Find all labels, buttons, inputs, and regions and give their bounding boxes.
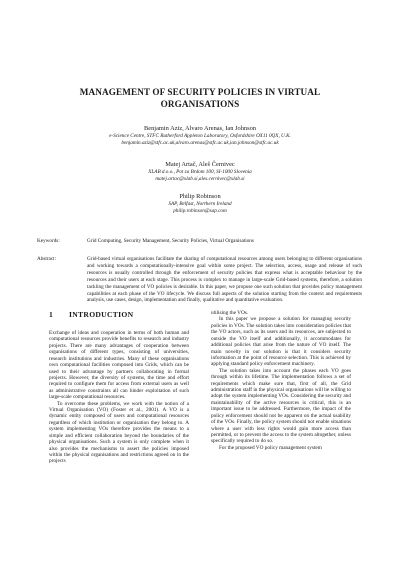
left-column (49, 310, 189, 465)
author-names: Benjamin Aziz, Alvaro Arenas, Ian Johnson (144, 125, 256, 132)
author-names: Philip Robinson (179, 193, 221, 200)
body-paragraph: Exchange of ideas and cooperation in terms of both human and computational resources provide benefits to research and industry projects. There are many advantages of cooperation between organisations of different types, consisting of universities, research institutions and industries. Many of these organisations own computational facilities composed into Grids, which can be used to their advantage by partners collaborating in formal projects. However, the diversity of systems, the time and effort required to configure them for access from external users as well as administrative constraints all can hinder exploitation of such large-scale computational resources. (49, 330, 189, 401)
keywords-text: Grid Computing, Security Management, Security Policies, Virtual Organisations (87, 238, 254, 244)
author-email: matej.artac@xlab.si,ales.cernivec@xlab.si (155, 175, 245, 182)
author-block-sap (40, 193, 360, 214)
right-column (211, 310, 351, 451)
body-paragraph: To overcome these problems, we work with the notion of a Virtual Organisation (VO) (Foster et al., 2001). A VO is a dynamic entity composed of users and computational resources regardless of which institution or organisation they belong to. A system implementing VOs therefore provides the means to a simple and efficient collaboration beyond the boundaries of the physical organisations. Such a system is only complete when it also provides the mechanisms to assert the policies imposed within the physical organisations and restrictions agreed on in the projects (49, 400, 189, 465)
author-affiliation: XLAB d.o.o., Pot za Brdom 100, SI-1000 Slovenia (148, 169, 252, 175)
author-names: Matej Artač, Aleš Černivec (165, 161, 235, 168)
section-number: 1 (49, 310, 54, 319)
section-title: INTRODUCTION (69, 310, 134, 319)
author-affiliation: e-Science Centre, STFC Rutherford Appleton Laboratory, Oxfordshire OX11 0QX, U.K. (109, 133, 291, 139)
paper-title: MANAGEMENT OF SECURITY POLICIES IN VIRTUAL ORGANISATIONS (79, 87, 321, 109)
body-paragraph: In this paper we propose a solution for managing security policies in VOs. The solution takes into consideration policies that the VO actors, such as its users and its resources, are subjected to outside the VO itself and additionally, it accommodates for additional policies that arise from the nature of VO itself. The main novelty in our solution is that it considers security information at the point of resource selection. This is achieved by applying standard policy enforcement machinery. (211, 316, 351, 368)
author-block-xlab (40, 161, 360, 182)
body-paragraph: utilising the VOs. (211, 310, 249, 316)
abstract-text: Grid-based virtual organisations facilitate the sharing of computational resources among users belonging to different organisations and working towards a computationally-intensive goal within some project. The selection, access, usage and release of such resources is usually controlled through the enforcement of security policies that express what is acceptable behaviour by the resources and their users at each stage. This process is complex to manage in large-scale Grid-based systems, therefore, a solution tackling the management of VO policies is desirable. In this paper, we propose one such solution that provides policy management capabilities at each phase of the VO lifecycle. We discuss full aspects of the solution starting from the context and requirements analysis, use cases, design, implementation and finally, qualitative and quantitative evaluation. (87, 256, 362, 304)
author-email: benjamin.aziz@stfc.ac.uk,alvaro.arenas@stfc.ac.uk,ian.johnson@stfc.ac.uk (121, 139, 279, 146)
body-paragraph: For the proposed VO policy management system (219, 444, 322, 451)
abstract-label: Abstract: (37, 256, 57, 262)
author-affiliation: SAP, Belfast, Northern Ireland (168, 201, 232, 207)
body-paragraph: The solution takes into account the phases each VO goes through within its lifetime. The implementation follows a set of requirements which make sure that, first of all, the Grid administration staff in the physical organisations will be willing to adopt the system implementing VOs. Considering the security and maintainability of the active resources is critical, this is an important issue to be addressed. Furthermore, the impact of the policy enforcement should not be apparent on the actual usability of the VOs. Finally, the policy system should not enable situations where a user with less rights would gain more access than permitted, or to prevent the access to the system altogether, unless specifically required to do so. (211, 367, 351, 445)
section-heading (49, 310, 189, 320)
keywords-label: Keywords: (37, 238, 60, 244)
author-email: philip.robinson@sap.com (173, 207, 227, 214)
author-block-stfc (40, 125, 360, 146)
